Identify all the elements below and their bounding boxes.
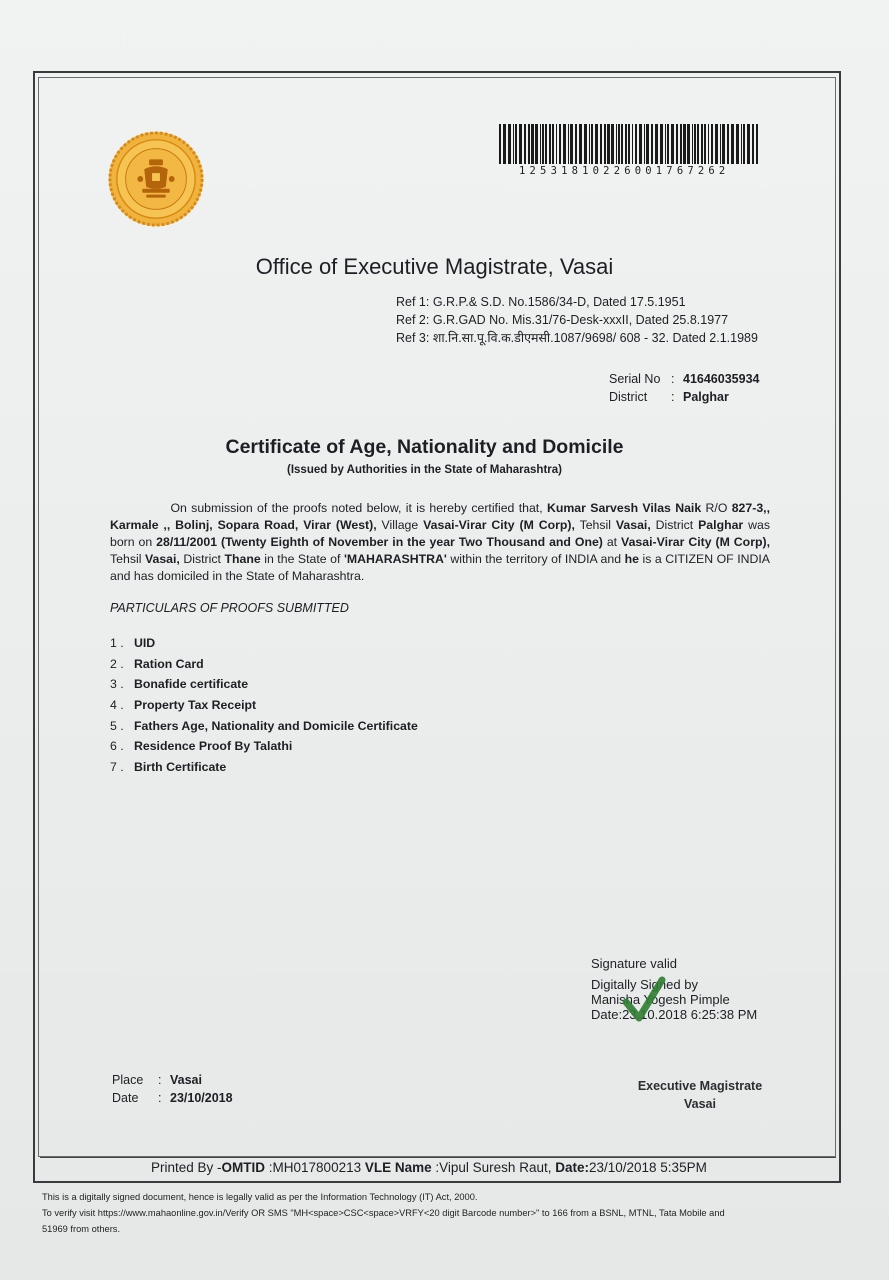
list-item-text: UID xyxy=(134,636,156,650)
list-item-number: 4 . xyxy=(110,698,124,713)
barcode-bar xyxy=(708,124,709,164)
barcode-bar xyxy=(535,124,538,164)
certificate-title-text: Certificate of Age, Nationality and Domicile xyxy=(225,436,624,458)
list-item-number: 5 . xyxy=(110,718,124,733)
barcode-bar xyxy=(591,124,593,164)
barcode-bar xyxy=(731,124,734,164)
barcode-bar xyxy=(621,124,623,164)
magistrate-place: Vasai xyxy=(684,1097,716,1111)
proofs-heading: PARTICULARS OF PROOFS SUBMITTED xyxy=(110,601,349,615)
body-text: District xyxy=(650,518,699,532)
certificate-subtitle-text: (Issued by Authorities in the State of Maharashtra) xyxy=(287,464,562,476)
list-item-text: Fathers Age, Nationality and Domicile Certificate xyxy=(134,718,418,733)
list-item xyxy=(110,636,418,657)
barcode-bar xyxy=(513,124,514,164)
barcode-bar xyxy=(540,124,541,164)
pronoun: he xyxy=(624,552,639,566)
office-title xyxy=(0,254,889,280)
list-item-number: 6 . xyxy=(110,739,124,754)
serial-label: Serial No xyxy=(609,372,661,386)
barcode-bar xyxy=(697,124,699,164)
barcode-bar xyxy=(756,124,758,164)
barcode-bar xyxy=(531,124,534,164)
certificate-subtitle xyxy=(0,464,889,476)
check-icon xyxy=(622,976,666,1024)
list-item xyxy=(110,719,418,740)
serial-block xyxy=(609,370,759,406)
barcode-bar xyxy=(680,124,682,164)
references xyxy=(396,293,758,347)
body-text: On submission of the proofs noted below, it is hereby certified that, xyxy=(170,501,543,515)
birth-tehsil: Vasai, xyxy=(144,552,180,566)
barcode-bar xyxy=(625,124,627,164)
barcode-bar xyxy=(528,124,530,164)
barcode-bar xyxy=(722,124,725,164)
date-of-birth: 28/11/2001 (Twenty Eighth of November in the year Two Thousand and One) xyxy=(156,535,603,549)
barcode-bar xyxy=(683,124,686,164)
omtid-label: OMTID xyxy=(221,1160,266,1175)
barcode-bar xyxy=(743,124,745,164)
barcode-bar xyxy=(584,124,587,164)
barcode-bar xyxy=(611,124,614,164)
barcode-bar xyxy=(694,124,696,164)
barcode-bar xyxy=(579,124,582,164)
place-label: Place xyxy=(112,1073,144,1087)
barcode-bar xyxy=(616,124,617,164)
barcode-bar xyxy=(741,124,742,164)
vle-label: VLE Name xyxy=(364,1160,432,1175)
list-item xyxy=(110,739,418,760)
barcode-bar xyxy=(632,124,633,164)
divider xyxy=(40,1157,836,1158)
footer-line-2: To verify visit https://www.mahaonline.gov.in/Verify OR SMS "MH<space>CSC<space>VRFY<20 digit Barcode number>" to 166 from a BSNL, MTNL, Tata Mobile and xyxy=(42,1208,725,1218)
barcode-bar xyxy=(644,124,645,164)
printed-by xyxy=(151,1160,707,1175)
barcode-bar xyxy=(552,124,554,164)
proofs-list xyxy=(110,636,418,781)
barcode-bar xyxy=(545,124,547,164)
applicant-village: Vasai-Virar City (M Corp), xyxy=(423,518,575,532)
list-item xyxy=(110,677,418,698)
barcode-bar xyxy=(575,124,577,164)
date-colon: : xyxy=(158,1091,162,1105)
footer-line-3: 51969 from others. xyxy=(42,1224,121,1234)
district-label: District xyxy=(609,390,648,404)
barcode-bar xyxy=(665,124,666,164)
list-item-text: Property Tax Receipt xyxy=(134,698,257,713)
barcode-bar xyxy=(646,124,649,164)
list-item-text: Bonafide certificate xyxy=(134,677,249,692)
barcode-bar xyxy=(715,124,718,164)
signature-valid: Signature valid xyxy=(591,956,677,971)
birth-district: Thane xyxy=(224,552,261,566)
barcode-bar xyxy=(639,124,642,164)
barcode-bar xyxy=(503,124,506,164)
body-text: in the State of xyxy=(260,552,344,566)
list-item xyxy=(110,760,418,781)
barcode-bar xyxy=(499,124,501,164)
barcode-bar xyxy=(711,124,713,164)
date-value: 23/10/2018 xyxy=(170,1091,233,1105)
barcode-bar xyxy=(655,124,658,164)
barcode-bar xyxy=(618,124,620,164)
magistrate-block xyxy=(600,1077,800,1113)
body-text: R/O xyxy=(701,501,732,515)
barcode-bar xyxy=(747,124,750,164)
certification-paragraph xyxy=(110,500,770,585)
barcode-bar xyxy=(589,124,590,164)
maharashtra-seal-icon xyxy=(107,130,205,228)
certificate-title xyxy=(0,436,889,459)
barcode-bar xyxy=(563,124,566,164)
body-text: is a CITIZEN OF INDIA and has domiciled in the State of Maharashtra. xyxy=(110,552,770,583)
barcode-bar xyxy=(720,124,721,164)
vle-value: :Vipul Suresh Raut, xyxy=(431,1160,556,1175)
barcode-bar xyxy=(687,124,690,164)
birth-state: 'MAHARASHTRA' xyxy=(343,552,447,566)
date-label: Date xyxy=(112,1091,139,1105)
printed-date-label: Date: xyxy=(555,1160,589,1175)
applicant-tehsil: Vasai, xyxy=(615,518,651,532)
barcode-bar xyxy=(752,124,754,164)
signature-line-2: Manisha Yogesh Pimple xyxy=(591,992,730,1007)
barcode-bar xyxy=(508,124,511,164)
barcode-bar xyxy=(704,124,706,164)
barcode-bar xyxy=(600,124,602,164)
place-colon: : xyxy=(158,1073,162,1087)
barcode-bar xyxy=(660,124,663,164)
barcode-bar xyxy=(595,124,598,164)
list-item-text: Ration Card xyxy=(134,656,204,671)
list-item-text: Birth Certificate xyxy=(134,760,227,775)
barcode-bar xyxy=(651,124,653,164)
barcode-bar xyxy=(524,124,526,164)
list-item-number: 7 . xyxy=(110,760,124,775)
printed-date-value: 23/10/2018 5:35PM xyxy=(588,1160,707,1175)
place-value: Vasai xyxy=(170,1073,202,1087)
footer-line-1: This is a digitally signed document, hence is legally valid as per the Information Technology (IT) Act, 2000. xyxy=(42,1192,478,1202)
list-item-number: 1 . xyxy=(110,636,124,650)
barcode-bar xyxy=(607,124,610,164)
footer-note xyxy=(42,1189,862,1237)
body-text: Village xyxy=(376,518,424,532)
birth-place: Vasai-Virar City (M Corp), xyxy=(621,535,770,549)
barcode-bars xyxy=(499,124,761,164)
ref-2: Ref 2: G.R.GAD No. Mis.31/76-Desk-xxxII, Dated 25.8.1977 xyxy=(396,313,729,327)
barcode-bar xyxy=(549,124,551,164)
body-text: Tehsil xyxy=(110,552,145,566)
body-text: was born on xyxy=(110,518,770,549)
signature-line-3: Date:23.10.2018 6:25:38 PM xyxy=(591,1007,758,1022)
list-item-number: 3 . xyxy=(110,677,124,692)
barcode-bar xyxy=(667,124,669,164)
barcode-bar xyxy=(604,124,606,164)
signature-line-1: Digitally Signed by xyxy=(591,977,698,992)
barcode-bar xyxy=(570,124,573,164)
barcode-bar xyxy=(628,124,630,164)
ref-3: Ref 3: शा.नि.सा.पू.वि.क.डीएमसी.1087/9698/ 608 - 32. Dated 2.1.1989 xyxy=(396,331,758,345)
barcode-bar xyxy=(635,124,637,164)
place-date-block xyxy=(112,1071,233,1107)
body-text: within the territory of INDIA and xyxy=(446,552,625,566)
serial-value: 41646035934 xyxy=(683,372,760,386)
list-item xyxy=(110,657,418,678)
list-item-number: 2 . xyxy=(110,656,124,671)
barcode-number: 12531810226001767262 xyxy=(519,165,730,177)
barcode-bar xyxy=(671,124,674,164)
barcode-bar xyxy=(676,124,678,164)
district-colon: : xyxy=(671,390,675,404)
omtid-value: :MH017800213 xyxy=(265,1160,365,1175)
office-title-text: Office of Executive Magistrate, Vasai xyxy=(255,254,614,279)
ref-1: Ref 1: G.R.P.& S.D. No.1586/34-D, Dated 17.5.1951 xyxy=(396,295,686,309)
body-text: Tehsil xyxy=(574,518,616,532)
district-value: Palghar xyxy=(683,390,729,404)
list-item xyxy=(110,698,418,719)
barcode-bar xyxy=(568,124,569,164)
barcode-bar xyxy=(542,124,544,164)
body-text: District xyxy=(179,552,225,566)
barcode-bar xyxy=(519,124,522,164)
barcode-bar xyxy=(515,124,517,164)
barcode-bar xyxy=(701,124,703,164)
digital-signature xyxy=(591,956,757,1022)
magistrate-title: Executive Magistrate xyxy=(637,1079,763,1093)
applicant-name: Kumar Sarvesh Vilas Naik xyxy=(546,501,702,515)
barcode-bar xyxy=(559,124,561,164)
list-item-text: Residence Proof By Talathi xyxy=(134,739,293,754)
applicant-district: Palghar xyxy=(698,518,744,532)
barcode-bar xyxy=(556,124,557,164)
applicant-address: 827-3,, Karmale ,, Bolinj, Sopara Road, Virar (West), xyxy=(110,501,770,532)
barcode-bar xyxy=(727,124,729,164)
body-text: at xyxy=(602,535,622,549)
barcode xyxy=(499,124,761,177)
serial-colon: : xyxy=(671,372,675,386)
printed-prefix: Printed By - xyxy=(151,1160,222,1175)
barcode-bar xyxy=(692,124,693,164)
barcode-bar xyxy=(736,124,739,164)
